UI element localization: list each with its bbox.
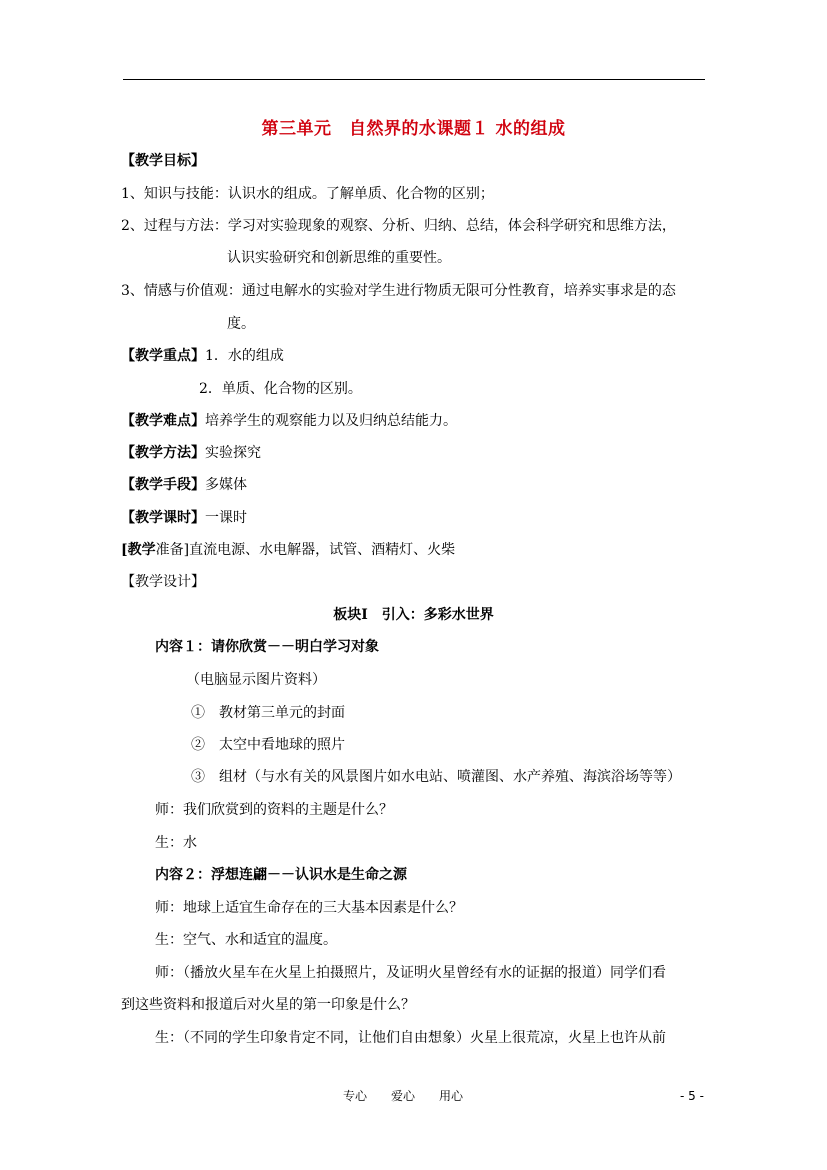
- list-item: ③ 组材（与水有关的风景图片如水电站、喷灌图、水产养殖、海滨浴场等等）: [191, 769, 681, 785]
- objective-2-line-1: 2、过程与方法：学习对实验现象的观察、分析、归纳、总结，体会科学研究和思维方法，: [121, 218, 676, 234]
- page-number: - 5 -: [680, 1089, 704, 1103]
- difficulty-label: 【教学难点】: [121, 413, 205, 429]
- student-answer-1: 生：水: [155, 835, 197, 851]
- method-label: 【教学方法】: [121, 445, 205, 461]
- method-row: [121, 444, 261, 462]
- objectives-heading: 【教学目标】: [121, 153, 205, 169]
- period-label: 【教学课时】: [121, 510, 205, 526]
- student-answer-3: 生：（不同的学生印象肯定不同，让他们自由想象）火星上很荒凉，火星上也许从前: [155, 1030, 666, 1046]
- teacher-question-2: 师：地球上适宜生命存在的三大基本因素是什么？: [155, 900, 463, 916]
- page-title: 第三单元 自然界的水课题１ 水的组成: [261, 119, 566, 139]
- content-1-note: （电脑显示图片资料）: [186, 672, 326, 688]
- period-row: [121, 509, 247, 527]
- list-item: ① 教材第三单元的封面: [191, 705, 345, 721]
- teacher-question-3-line-2: 到这些资料和报道后对火星的第一印象是什么？: [121, 997, 415, 1013]
- design-heading: 【教学设计】: [121, 574, 205, 590]
- list-item: ② 太空中看地球的照片: [191, 737, 345, 753]
- means-label: 【教学手段】: [121, 477, 205, 493]
- prep-text: 准备]直流电源、水电解器，试管、酒精灯、火柴: [155, 542, 456, 558]
- student-answer-2: 生：空气、水和适宜的温度。: [155, 932, 337, 948]
- objective-2-line-2: 认识实验研究和创新思维的重要性。: [227, 250, 451, 266]
- prep-row: [121, 541, 455, 559]
- means-row: [121, 476, 247, 494]
- key-point-1: 1．水的组成: [205, 348, 284, 364]
- key-points-row: [121, 347, 284, 365]
- prep-label: [教学: [121, 542, 156, 558]
- teacher-question-3-line-1: 师：（播放火星车在火星上拍摄照片，及证明火星曾经有水的证据的报道）同学们看: [155, 965, 666, 981]
- difficulty-row: [121, 412, 457, 430]
- footer-motto: 专心 爱心 用心: [343, 1089, 464, 1103]
- content-1-title: 内容１：请你欣赏－－明白学习对象: [155, 639, 379, 655]
- objective-3-line-1: 3、情感与价值观：通过电解水的实验对学生进行物质无限可分性教育，培养实事求是的态: [121, 283, 676, 299]
- key-point-2: 2．单质、化合物的区别。: [199, 381, 362, 397]
- content-2-title: 内容２：浮想连翩－－认识水是生命之源: [155, 867, 407, 883]
- header-rule: [123, 79, 705, 80]
- section-1-title: 板块Ⅰ 引入：多彩水世界: [333, 607, 494, 623]
- method-text: 实验探究: [205, 445, 261, 461]
- objective-3-line-2: 度。: [227, 316, 255, 332]
- period-text: 一课时: [205, 510, 247, 526]
- objective-1: 1、知识与技能：认识水的组成。了解单质、化合物的区别；: [121, 186, 494, 202]
- difficulty-text: 培养学生的观察能力以及归纳总结能力。: [205, 413, 457, 429]
- key-points-label: 【教学重点】: [121, 348, 205, 364]
- means-text: 多媒体: [205, 477, 247, 493]
- teacher-question-1: 师：我们欣赏到的资料的主题是什么？: [155, 802, 393, 818]
